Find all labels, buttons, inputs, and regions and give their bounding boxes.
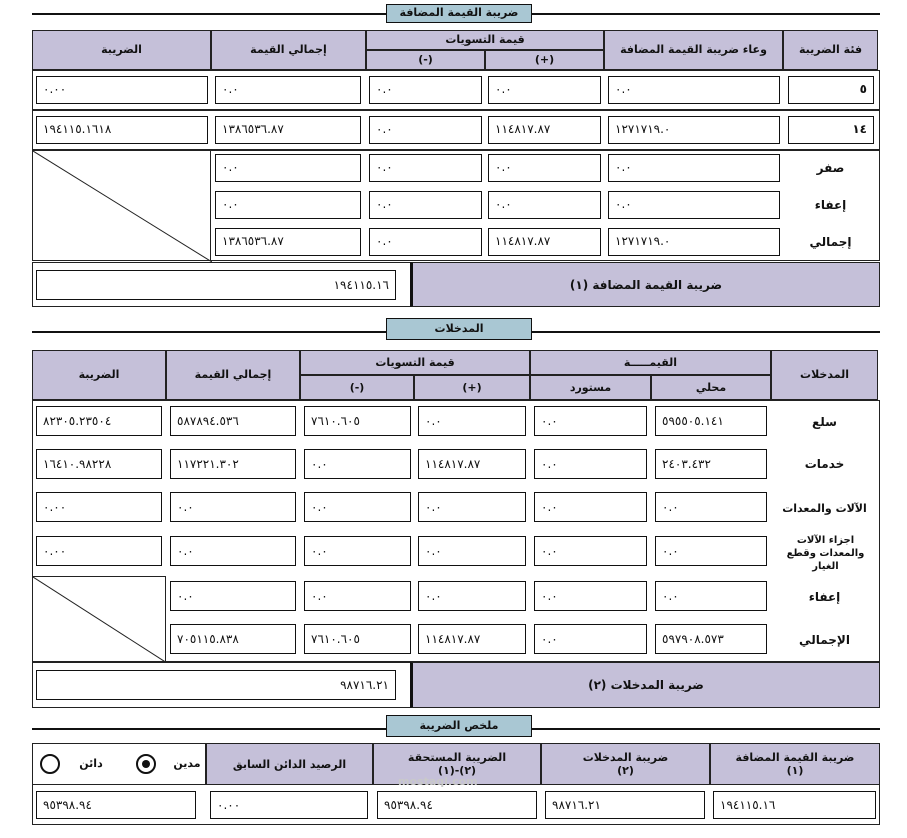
inputs-row-services-plus: ١١٤٨١٧.٨٧ [418,449,526,479]
summary-header-vat [710,743,880,785]
inputs-row-parts-plus: ٠.٠ [418,536,526,566]
inputs-diagonal-cell [32,576,166,662]
inputs-row-total-minus: ٧٦١٠.٦٠٥ [304,624,411,654]
vat-row-5-category: ٥ [788,76,874,104]
inputs-row-goods-total: ٥٨٧٨٩٤.٥٣٦ [170,406,296,436]
vat-row-5-tax: ٠.٠٠ [36,76,208,104]
summary-header-inputs-num: (٢) [617,764,634,777]
inputs-row-machinery-plus: ٠.٠ [418,492,526,522]
vat-row-14-total: ١٣٨٦٥٣٦.٨٧ [215,116,361,144]
vat-row-14-tax: ١٩٤١١٥.١٦١٨ [36,116,208,144]
inputs-row-goods-local: ٥٩٥٥٠٥.١٤١ [655,406,767,436]
vat-row-exempt-minus: ٠.٠ [369,191,482,219]
vat-row-14-minus: ٠.٠ [369,116,482,144]
summary-header-inputs-label: ضريبة المدخلات [582,751,669,764]
inputs-row-parts-tax: ٠.٠٠ [36,536,162,566]
radio-debit-label: مدين [173,756,201,770]
vat-row-5-base: ٠.٠ [608,76,780,104]
vat-header-category: فئة الضريبة [783,30,878,70]
inputs-row-goods-tax: ٨٢٣٠٥.٢٣٥٠٤ [36,406,162,436]
inputs-row-services-total: ١١٧٢٢١.٣٠٢ [170,449,296,479]
vat-row-total-minus: ٠.٠ [369,228,482,256]
inputs-row-exempt-local: ٠.٠ [655,581,767,611]
inputs-row-exempt-minus: ٠.٠ [304,581,411,611]
vat-row-total-plus: ١١٤٨١٧.٨٧ [488,228,601,256]
vat-row-zero-category: صفر [816,161,845,175]
vat-row-exempt-plus: ٠.٠ [488,191,601,219]
inputs-row-services-label: خدمات [804,456,845,471]
radio-debit[interactable] [136,754,156,774]
vat-row-zero-plus: ٠.٠ [488,154,601,182]
inputs-row-total-total: ٧٠٥١١٥.٨٣٨ [170,624,296,654]
summary-header-due-num: (٢)-(١) [437,764,477,777]
summary-vat-value: ١٩٤١١٥.١٦ [713,791,876,819]
inputs-header-local: محلي [651,375,771,400]
vat-row-5-plus: ٠.٠ [488,76,601,104]
inputs-tax-label: ضريبة المدخلات (٢) [410,662,880,708]
inputs-header-total: إجمالي القيمة [166,350,300,400]
inputs-row-machinery-minus: ٠.٠ [304,492,411,522]
inputs-row-total-plus: ١١٤٨١٧.٨٧ [418,624,526,654]
inputs-row-goods-label: سلع [812,414,837,429]
inputs-row-services-tax: ١٦٤١٠.٩٨٢٢٨ [36,449,162,479]
vat-row-exempt-total: ٠.٠ [215,191,361,219]
inputs-row-parts-total: ٠.٠ [170,536,296,566]
summary-header-vat-label: ضريبة القيمة المضافة [735,751,855,764]
inputs-tax-value: ٩٨٧١٦.٢١ [36,670,396,700]
watermark: mostaql.com [398,775,478,788]
summary-due-value: ٩٥٣٩٨.٩٤ [377,791,537,819]
inputs-row-machinery-imported: ٠.٠ [534,492,647,522]
inputs-row-machinery-local: ٠.٠ [655,492,767,522]
vat-total-label: ضريبة القيمة المضافة (١) [410,262,880,307]
inputs-row-parts-label: اجزاء الآلات والمعدات وقطع الغيار [786,534,865,572]
vat-row-exempt-category: إعفاء [814,198,847,212]
radio-credit-label: دائن [79,756,103,770]
vat-row-total-total: ١٣٨٦٥٣٦.٨٧ [215,228,361,256]
vat-section-title: ضريبة القيمة المضافة [386,4,532,23]
inputs-header-value: القيمـــــة [530,350,771,375]
radio-credit[interactable] [40,754,60,774]
inputs-row-goods-imported: ٠.٠ [534,406,647,436]
inputs-row-parts-minus: ٠.٠ [304,536,411,566]
vat-row-total-base: ١٢٧١٧١٩.٠ [608,228,780,256]
inputs-row-parts-local: ٠.٠ [655,536,767,566]
vat-row-zero-base: ٠.٠ [608,154,780,182]
vat-header-minus: (-) [366,50,485,70]
vat-row-14-category: ١٤ [788,116,874,144]
vat-diagonal-cell [32,150,211,261]
inputs-header-plus: (+) [414,375,530,400]
inputs-row-total-imported: ٠.٠ [534,624,647,654]
vat-row-5-total: ٠.٠ [215,76,361,104]
summary-inputs-value: ٩٨٧١٦.٢١ [545,791,705,819]
inputs-header-tax: الضريبة [32,350,166,400]
inputs-header-adjustments: قيمة التسويات [300,350,530,375]
inputs-header-imported: مستورد [530,375,651,400]
inputs-row-exempt-label: إعفاء [808,589,841,604]
inputs-row-machinery-tax: ٠.٠٠ [36,492,162,522]
vat-row-exempt-base: ٠.٠ [608,191,780,219]
summary-prev-balance-value: ٠.٠٠ [210,791,368,819]
inputs-row-machinery-total: ٠.٠ [170,492,296,522]
inputs-header-inputs: المدخلات [771,350,878,400]
vat-row-zero-minus: ٠.٠ [369,154,482,182]
summary-header-inputs [541,743,710,785]
inputs-header-minus: (-) [300,375,414,400]
inputs-row-parts-imported: ٠.٠ [534,536,647,566]
vat-row-14-plus: ١١٤٨١٧.٨٧ [488,116,601,144]
vat-total-value: ١٩٤١١٥.١٦ [36,270,396,300]
inputs-section-title: المدخلات [386,318,532,340]
inputs-row-goods-minus: ٧٦١٠.٦٠٥ [304,406,411,436]
vat-header-tax: الضريبة [32,30,211,70]
inputs-row-machinery-label: الآلات والمعدات [782,501,867,515]
summary-header-due-label: الضريبة المستحقة [407,751,507,764]
inputs-row-total-local: ٥٩٧٩٠٨.٥٧٣ [655,624,767,654]
inputs-row-services-imported: ٠.٠ [534,449,647,479]
vat-row-total-category: إجمالي [809,235,852,249]
inputs-row-exempt-imported: ٠.٠ [534,581,647,611]
vat-header-base: وعاء ضريبة القيمة المضافة [604,30,783,70]
inputs-row-goods-plus: ٠.٠ [418,406,526,436]
inputs-row-services-minus: ٠.٠ [304,449,411,479]
vat-header-plus: (+) [485,50,604,70]
vat-header-total: إجمالي القيمة [211,30,366,70]
summary-net-value: ٩٥٣٩٨.٩٤ [36,791,196,819]
inputs-row-total-label: الإجمالي [799,632,850,647]
vat-row-5-minus: ٠.٠ [369,76,482,104]
summary-header-vat-num: (١) [786,764,804,777]
summary-section-title: ملخص الضريبة [386,715,532,737]
inputs-row-services-local: ٢٤٠٣.٤٣٢ [655,449,767,479]
vat-row-14-base: ١٢٧١٧١٩.٠ [608,116,780,144]
summary-header-prev-balance: الرصيد الدائن السابق [206,743,373,785]
inputs-row-exempt-plus: ٠.٠ [418,581,526,611]
vat-header-adjustments: قيمة التسويات [366,30,604,50]
vat-row-zero-total: ٠.٠ [215,154,361,182]
inputs-row-exempt-total: ٠.٠ [170,581,296,611]
